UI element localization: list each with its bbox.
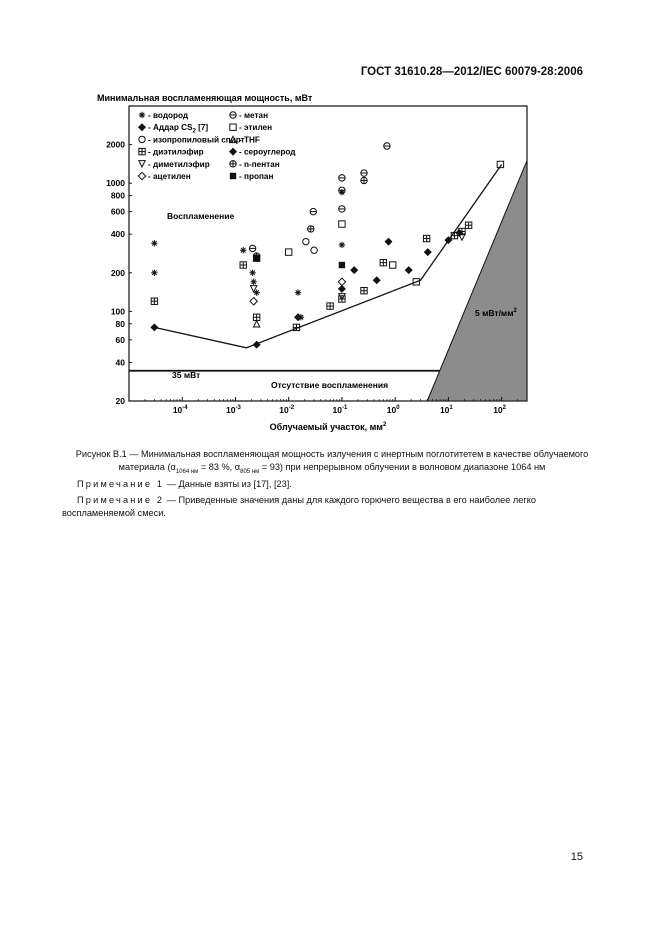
y-tick-label-4: 400 — [110, 229, 125, 240]
x-tick-label-1: $10^{-3}$ — [226, 405, 241, 415]
data-point-8-0 — [253, 321, 259, 327]
x-tick-label-6: $10^2$ — [493, 405, 507, 415]
y-axis-label: Минимальная воспламеняющая мощность, мВт — [97, 93, 313, 103]
data-point-9-3 — [405, 266, 413, 274]
legend-marker-9 — [229, 148, 237, 156]
y-tick-label-10: 20 — [115, 396, 125, 406]
data-point-3-9 — [423, 235, 429, 241]
y-tick-label-1: 1000 — [106, 178, 125, 189]
data-point-6-6 — [361, 170, 367, 176]
ignition-region-label: Воспламенение — [167, 211, 235, 221]
data-point-6-3 — [339, 206, 345, 212]
ignition-boundary-line — [154, 164, 501, 347]
data-point-5-1 — [338, 278, 345, 285]
y-tick-label-5: 200 — [110, 267, 125, 278]
data-point-11-0 — [253, 255, 259, 261]
y-tick-label-8: 60 — [115, 334, 125, 345]
legend-label-1: - Аддар $CS_2$ [7] — [148, 123, 209, 135]
legend — [138, 111, 296, 181]
x-tick-label-3: $10^{-1}$ — [332, 405, 348, 415]
data-point-6-5 — [384, 143, 390, 149]
threshold-density-label: 5 мВт/$мм^2$ — [475, 308, 517, 318]
data-point-0-5 — [295, 289, 301, 295]
note-2: Примечание 2 — Приведенные значения даны для каждого горючего вещества в его наиболее легко воспламеняемой смеси. — [62, 495, 536, 518]
figure-caption: Рисунок В.1 — Минимальная воспламеняющая мощность излучения с инертным поглотитетем в качестве облучаемого материала ($\alpha_{1064 нм} = 83$ %, $\alpha_{805 нм} = 93$) при непрерывном облучении в волновом диапазоне 1064 нм — [75, 449, 589, 475]
x-tick-label-4: $10^0$ — [386, 405, 400, 415]
data-point-1-2 — [373, 276, 381, 284]
legend-label-9: - сероуглерод — [239, 147, 296, 157]
legend-marker-10 — [230, 161, 236, 167]
legend-label-4: - диметилэфир — [148, 159, 210, 169]
no-ignition-region-label: Отсутствие воспламенения — [271, 380, 389, 390]
data-point-9-0 — [150, 323, 158, 331]
data-point-0-6 — [339, 242, 345, 248]
legend-marker-3 — [139, 148, 145, 154]
no-ignition-density-region — [427, 161, 527, 401]
y-tick-label-2: 800 — [110, 190, 125, 201]
legend-marker-6 — [230, 112, 236, 118]
y-tick-label-3: 600 — [110, 206, 125, 217]
legend-marker-2 — [139, 136, 145, 142]
data-point-10-1 — [308, 226, 314, 232]
data-point-7-1 — [339, 221, 345, 227]
note-1: Примечание 1 — Данные взяты из [17], [23]. — [77, 479, 292, 489]
legend-label-6: - метан — [239, 111, 269, 120]
data-point-6-1 — [310, 208, 316, 214]
standard-header: ГОСТ 31610.28—2012/IEC 60079-28:2006 — [360, 66, 583, 78]
legend-marker-11 — [230, 173, 236, 179]
data-point-3-0 — [151, 298, 157, 304]
data-point-0-0 — [151, 240, 157, 246]
page-number: 15 — [570, 851, 583, 863]
chart-svg — [85, 88, 545, 443]
x-tick-label-2: $10^{-2}$ — [279, 405, 295, 415]
data-point-6-2 — [339, 175, 345, 181]
y-tick-label-9: 40 — [115, 357, 125, 368]
data-point-11-1 — [339, 262, 345, 268]
data-point-3-8 — [380, 259, 386, 265]
legend-marker-7 — [230, 124, 236, 130]
data-point-4-0 — [250, 286, 256, 292]
x-tick-label-0: $10^{-4}$ — [172, 405, 188, 415]
legend-label-8: - THF — [239, 135, 260, 145]
legend-label-2: - изопропиловый спирт — [148, 135, 245, 145]
legend-marker-4 — [139, 161, 145, 167]
data-point-6-0 — [249, 245, 255, 251]
ignition-power-chart — [85, 88, 545, 448]
data-point-3-12 — [465, 222, 471, 228]
data-point-2-1 — [311, 247, 317, 253]
data-point-0-2 — [249, 270, 255, 276]
y-tick-label-6: 100 — [110, 306, 125, 317]
legend-label-10: - n-пентан — [239, 159, 280, 169]
y-tick-label-0: 2000 — [106, 139, 125, 150]
data-point-1-3 — [384, 238, 392, 246]
legend-marker-0 — [139, 112, 145, 118]
data-point-1-1 — [350, 266, 358, 274]
y-tick-label-7: 80 — [115, 318, 125, 329]
legend-label-5: - ацетилен — [148, 172, 191, 181]
data-point-3-7 — [361, 288, 367, 294]
region-layer — [129, 161, 527, 401]
data-point-9-4 — [424, 248, 432, 256]
legend-label-0: - водород — [148, 111, 189, 120]
legend-label-7: - этилен — [239, 123, 273, 133]
data-point-3-5 — [327, 303, 333, 309]
data-point-5-0 — [250, 298, 257, 305]
data-point-7-2 — [390, 262, 396, 268]
data-point-0-1 — [151, 270, 157, 276]
data-point-1-0 — [253, 341, 261, 349]
data-points — [150, 143, 503, 349]
legend-label-3: - диэтилэфир — [148, 147, 204, 157]
data-point-3-1 — [240, 262, 246, 268]
legend-label-11: - пропан — [239, 172, 274, 181]
boundary-layer — [154, 164, 501, 347]
data-point-10-2 — [361, 177, 367, 183]
data-point-0-4 — [240, 247, 246, 253]
data-point-7-0 — [285, 249, 291, 255]
legend-marker-5 — [138, 172, 145, 179]
x-tick-label-5: $10^1$ — [439, 405, 453, 415]
legend-marker-1 — [138, 123, 146, 131]
threshold-power-label: 35 мВт — [172, 370, 201, 380]
data-point-9-2 — [338, 285, 346, 293]
data-point-2-0 — [303, 238, 309, 244]
x-axis-label: Облучаемый участок, $мм^2$ — [269, 422, 387, 432]
data-point-0-9 — [250, 279, 256, 285]
